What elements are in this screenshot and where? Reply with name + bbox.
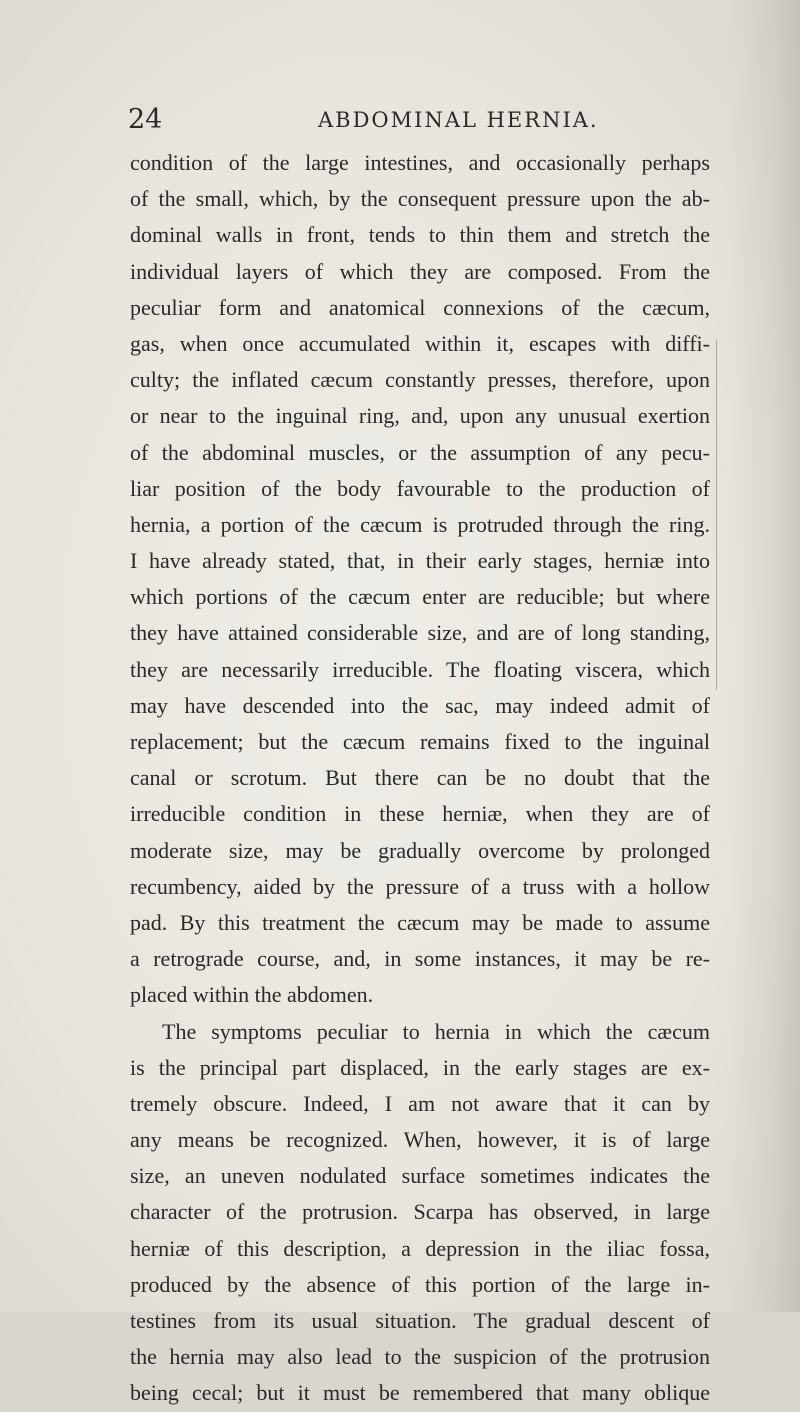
text-line: condition of the large intestines, and occasionally perhaps	[130, 150, 710, 175]
text-line: may have descended into the sac, may indeed admit of	[130, 692, 710, 718]
text-line: produced by the absence of this portion of the large in-	[130, 1271, 710, 1297]
text-line: gas, when once accumulated within it, escapes with diffi-	[130, 330, 710, 356]
text-line: canal or scrotum. But there can be no doubt that the	[130, 765, 710, 791]
text-line: liar position of the body favourable to the production of	[130, 475, 710, 501]
text-line: being cecal; but it must be remembered that many oblique	[130, 1380, 710, 1406]
text-line: tremely obscure. Indeed, I am not aware that it can by	[130, 1090, 710, 1116]
text-line: which portions of the cæcum enter are reducible; but where	[130, 584, 710, 610]
text-line: they are necessarily irreducible. The floating viscera, which	[130, 656, 710, 682]
text-line: character of the protrusion. Scarpa has observed, in large	[130, 1199, 710, 1225]
text-line: peculiar form and anatomical connexions of the cæcum,	[130, 294, 710, 320]
text-line: herniæ of this description, a depression in the iliac fossa,	[130, 1235, 710, 1261]
text-line: any means be recognized. When, however, it is of large	[130, 1127, 710, 1153]
text-line: is the principal part displaced, in the early stages are ex-	[130, 1054, 710, 1080]
text-line: hernia, a portion of the cæcum is protruded through the ring.	[130, 511, 710, 537]
text-line: replacement; but the cæcum remains fixed to the inguinal	[130, 729, 710, 754]
text-line: irreducible condition in these herniæ, when they are of	[130, 801, 710, 827]
text-line: I have already stated, that, in their early stages, herniæ into	[130, 548, 710, 574]
text-line: individual layers of which they are composed. From the	[130, 258, 710, 284]
text-line: moderate size, may be gradually overcome by prolonged	[130, 837, 710, 863]
text-line: they have attained considerable size, and are of long standing,	[130, 620, 710, 646]
text-line: placed within the abdomen.	[130, 982, 374, 1008]
text-line: pad. By this treatment the cæcum may be made to assume	[130, 909, 710, 935]
page-edge-shadow	[730, 0, 800, 1312]
text-line: dominal walls in front, tends to thin them and stretch the	[130, 222, 710, 248]
text-line: culty; the inflated cæcum constantly presses, therefore, upon	[130, 367, 710, 393]
text-line: testines from its usual situation. The gradual descent of	[130, 1308, 710, 1333]
body-text	[130, 145, 710, 1412]
text-line: a retrograde course, and, in some instances, it may be re-	[130, 946, 710, 972]
margin-rule	[716, 340, 727, 690]
text-line: of the abdominal muscles, or the assumption of any pecu-	[130, 439, 710, 465]
text-line: size, an uneven nodulated surface sometimes indicates the	[130, 1163, 710, 1189]
text-line: the hernia may also lead to the suspicion of the protrusion	[130, 1344, 710, 1370]
text-line: The symptoms peculiar to hernia in which the cæcum	[162, 1018, 710, 1044]
text-line: of the small, which, by the consequent pressure upon the ab-	[130, 186, 710, 212]
page-header	[128, 104, 728, 144]
text-line: recumbency, aided by the pressure of a truss with a hollow	[130, 873, 710, 899]
text-line: or near to the inguinal ring, and, upon any unusual exertion	[130, 403, 710, 429]
page-number: 24	[128, 104, 163, 135]
running-head: ABDOMINAL HERNIA.	[318, 108, 599, 132]
